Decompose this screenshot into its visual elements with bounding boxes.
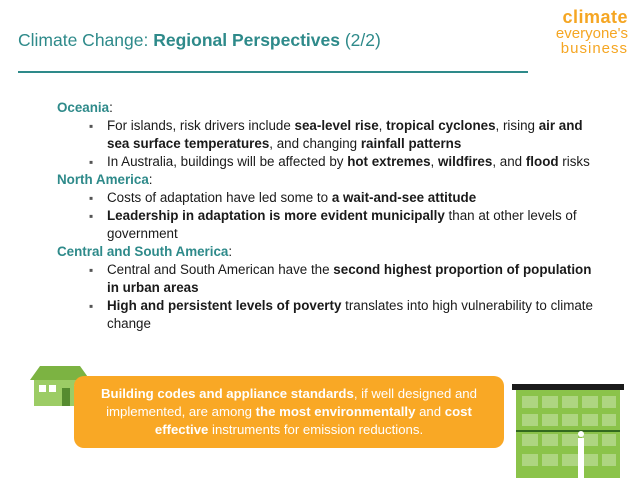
- bold-text-run: Leadership in adaptation is more evident municipally: [107, 208, 445, 223]
- bullet-list: [57, 189, 597, 243]
- bullet-item: [57, 153, 597, 171]
- text-run: In Australia, buildings will be affected by: [107, 154, 348, 169]
- title-suffix: (2/2): [339, 30, 381, 50]
- text-run: ,: [430, 154, 438, 169]
- title-prefix: Climate Change:: [18, 30, 154, 50]
- bullet-item: [57, 261, 597, 297]
- bold-text-run: cost effective: [154, 404, 472, 437]
- bold-text-run: tropical cyclones: [386, 118, 496, 133]
- bullet-item: [57, 297, 597, 333]
- text-run: translates into high vulnerability to climate change: [107, 298, 593, 331]
- brand-line-2: everyone's: [555, 25, 628, 42]
- slide-body: [57, 99, 597, 333]
- section-heading-text: Oceania: [57, 100, 110, 115]
- text-run: and: [415, 404, 445, 419]
- bold-text-run: flood: [525, 154, 559, 169]
- building-icon: [512, 384, 624, 478]
- bullet-item: [57, 189, 597, 207]
- section-heading-text: North America: [57, 172, 149, 187]
- bullet-list: [57, 261, 597, 333]
- slide-title: [18, 30, 381, 51]
- text-run: , rising: [495, 118, 539, 133]
- bold-text-run: second highest proportion of population in urban areas: [107, 262, 592, 295]
- brand-logo: [556, 8, 628, 56]
- callout-text: [86, 385, 492, 439]
- bold-text-run: Building codes and appliance standards: [101, 386, 354, 401]
- section-heading: [57, 171, 597, 189]
- text-run: , and: [492, 154, 526, 169]
- title-rule: [18, 71, 528, 73]
- bold-text-run: the most environmentally: [255, 404, 416, 419]
- section-heading: [57, 99, 597, 117]
- bold-text-run: rainfall patterns: [360, 136, 462, 151]
- title-bold: Regional Perspectives: [153, 30, 340, 50]
- brand-line-1: climate: [562, 7, 628, 27]
- bold-text-run: hot extremes: [347, 154, 431, 169]
- text-run: , and changing: [269, 136, 361, 151]
- heading-colon: :: [228, 244, 233, 259]
- bullet-item: [57, 207, 597, 243]
- text-run: risks: [558, 154, 590, 169]
- bold-text-run: High and persistent levels of poverty: [107, 298, 342, 313]
- bold-text-run: wildfires: [438, 154, 493, 169]
- text-run: , if well designed and implemented, are among: [106, 386, 477, 419]
- bold-text-run: sea-level rise: [294, 118, 379, 133]
- bullet-list: [57, 117, 597, 171]
- section-heading: [57, 243, 597, 261]
- heading-colon: :: [148, 172, 153, 187]
- text-run: Central and South American have the: [107, 262, 334, 277]
- bullet-item: [57, 117, 597, 153]
- bold-text-run: air and sea surface temperatures: [107, 118, 583, 151]
- bold-text-run: a wait-and-see attitude: [331, 190, 477, 205]
- brand-line-3: business: [560, 40, 628, 57]
- section-heading-text: Central and South America: [57, 244, 229, 259]
- text-run: Costs of adaptation have led some to: [107, 190, 332, 205]
- heading-colon: :: [109, 100, 113, 115]
- text-run: For islands, risk drivers include: [107, 118, 295, 133]
- callout-box: [74, 376, 504, 448]
- text-run: ,: [378, 118, 387, 133]
- text-run: than at other levels of government: [107, 208, 577, 241]
- text-run: instruments for emission reductions.: [208, 422, 424, 437]
